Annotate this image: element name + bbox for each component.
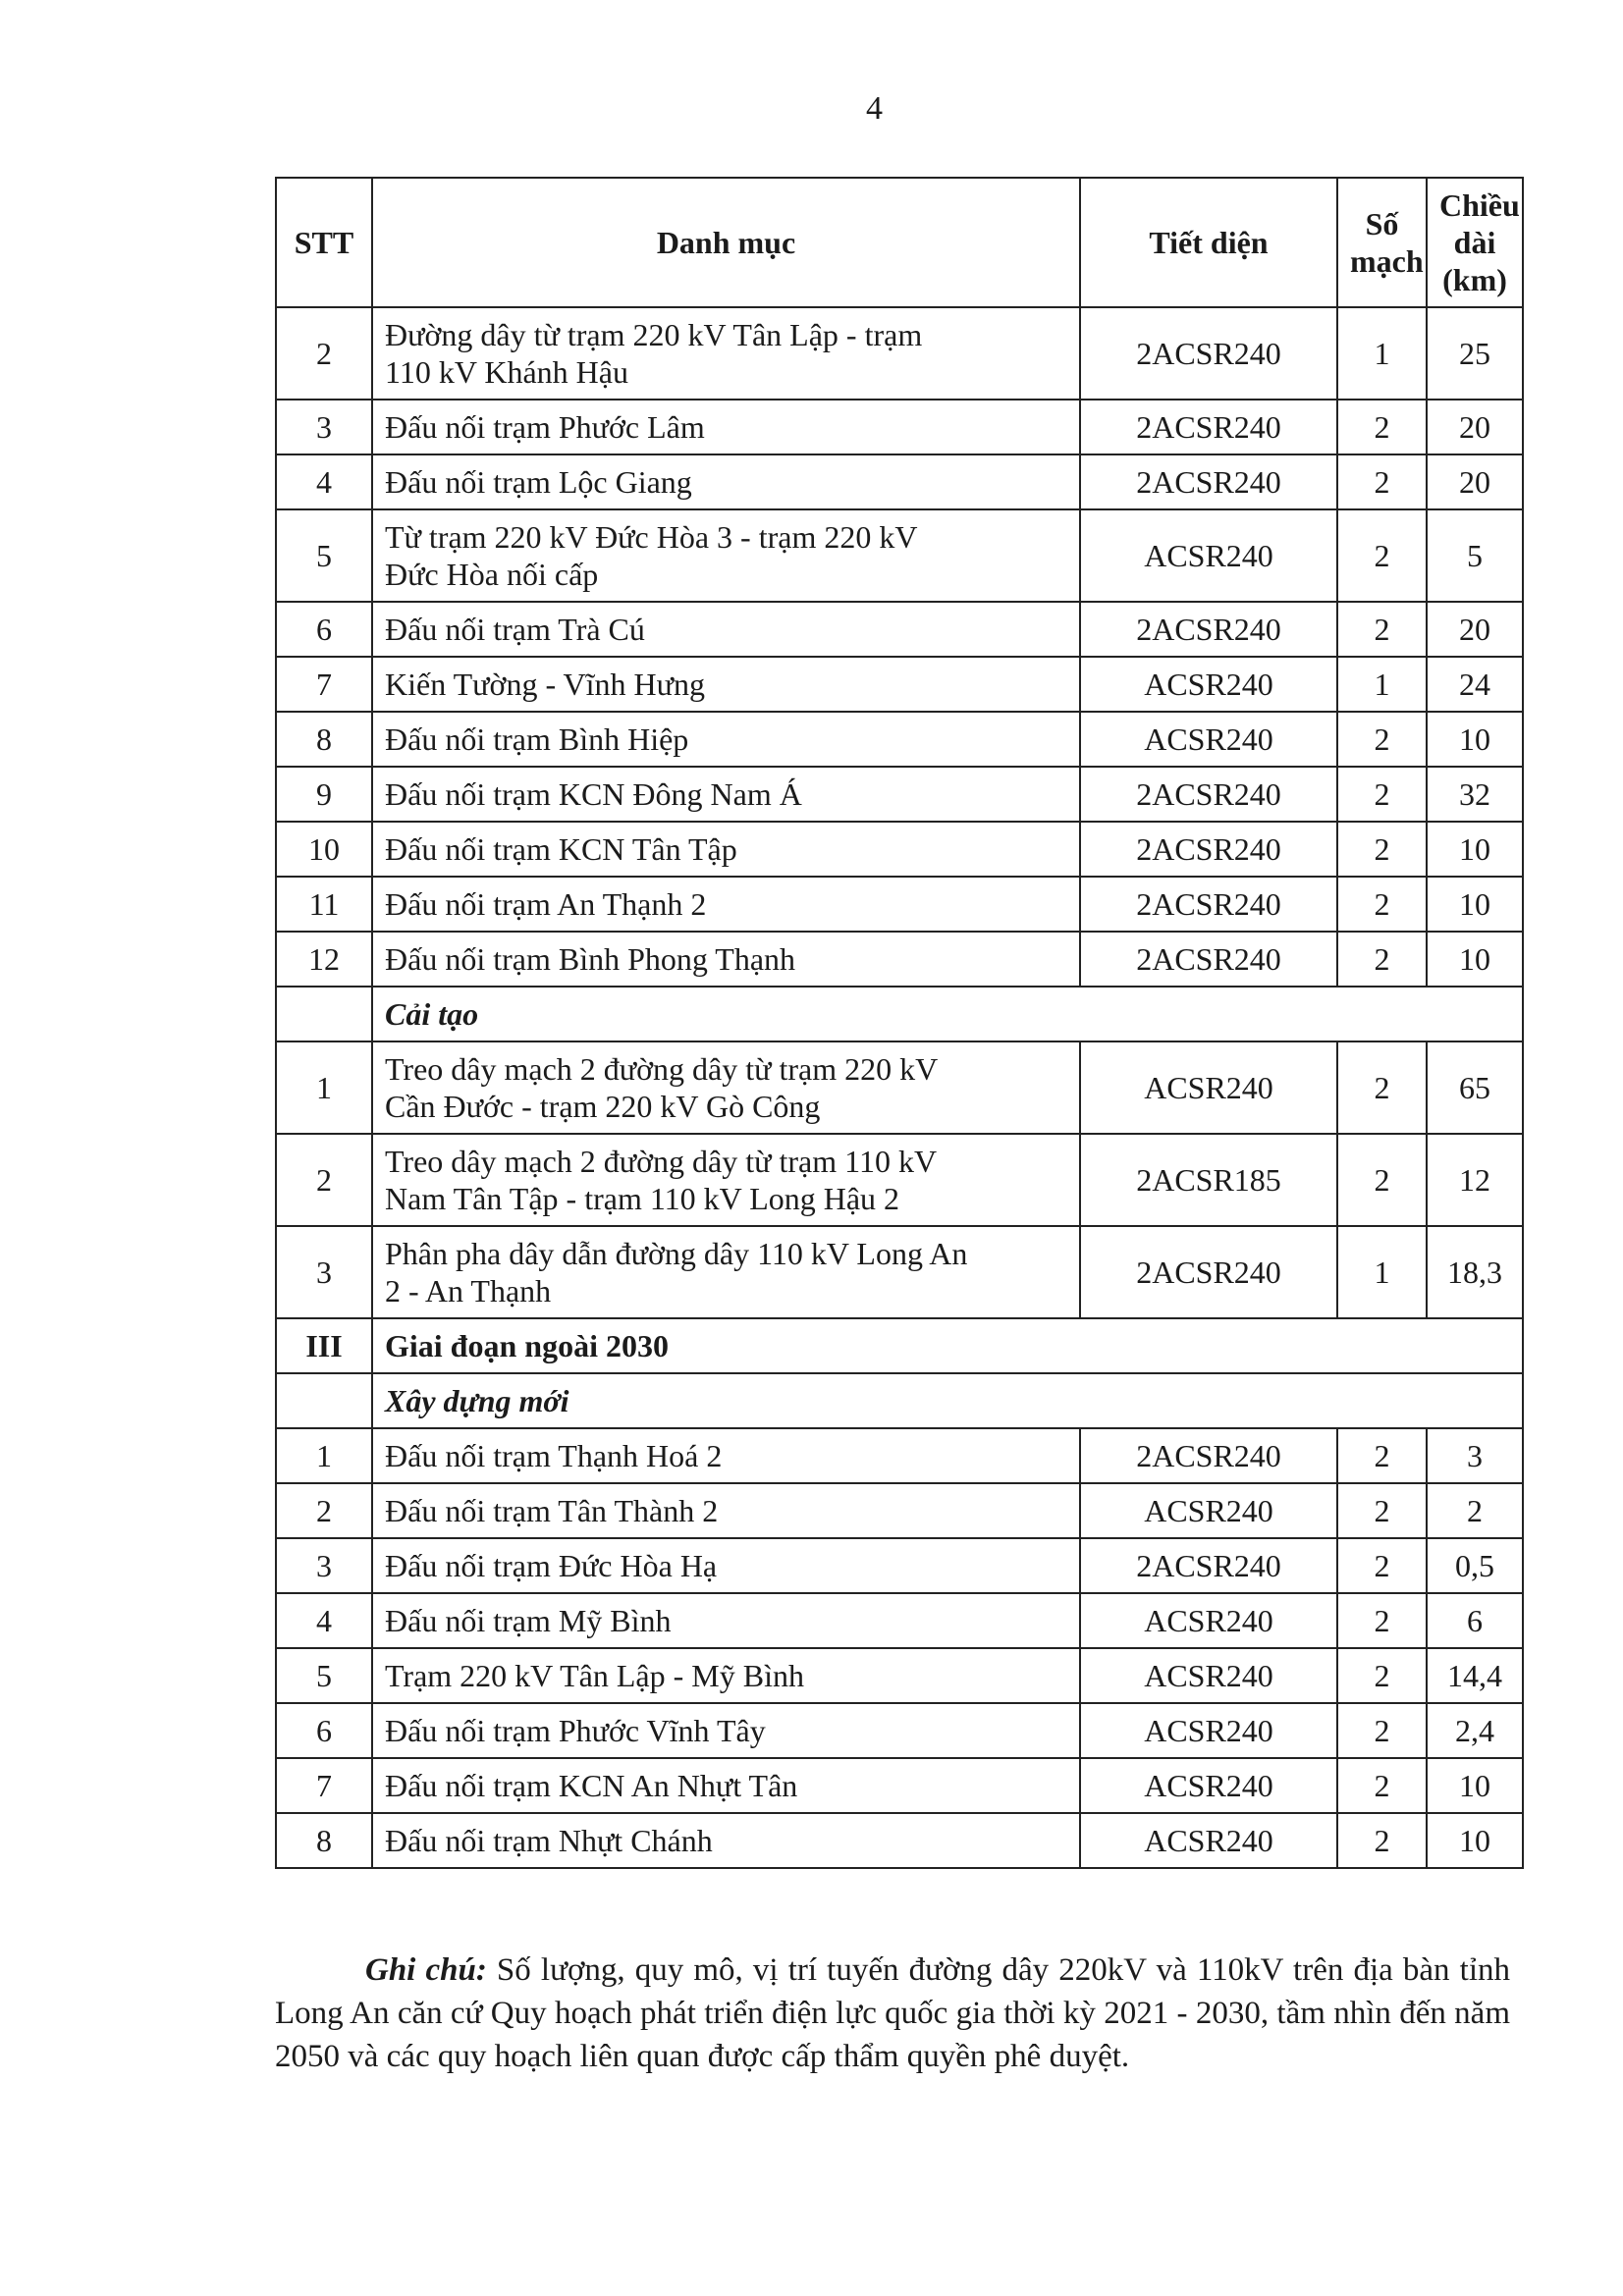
note-paragraph: [275, 1949, 1510, 2078]
cell-circuits: 2: [1337, 1593, 1427, 1648]
cell-length: 2,4: [1427, 1703, 1523, 1758]
header-circuits: [1337, 178, 1427, 307]
cell-stt: 8: [276, 1813, 372, 1868]
cell-cross-section: 2ACSR240: [1080, 400, 1337, 454]
cell-circuits: 2: [1337, 509, 1427, 602]
cell-length: 5: [1427, 509, 1523, 602]
note-text: Số lượng, quy mô, vị trí tuyến đường dây 220kV và 110kV trên địa bàn tỉnh Long An căn cứ Quy hoạch phát triển điện lực quốc gia thời kỳ 2021 - 2030, tầm nhìn đến năm 2050 và các quy hoạch liên quan được cấp thẩm quyền phê duyệt.: [275, 1952, 1510, 2074]
cell-stt: 10: [276, 822, 372, 877]
phase-row: [276, 1318, 1523, 1373]
cell-stt: 3: [276, 400, 372, 454]
phase-stt: III: [276, 1318, 372, 1373]
cell-circuits: 2: [1337, 400, 1427, 454]
table-phase: [276, 1318, 1523, 1428]
section-stt-cell: [276, 987, 372, 1041]
header-length-line3: (km): [1442, 262, 1507, 297]
cell-stt: 4: [276, 454, 372, 509]
cell-name: [372, 877, 1080, 932]
section-label-new-build: Xây dựng mới: [372, 1373, 1523, 1428]
cell-cross-section: ACSR240: [1080, 509, 1337, 602]
cell-cross-section: 2ACSR240: [1080, 602, 1337, 657]
cell-length: 6: [1427, 1593, 1523, 1648]
cell-cross-section: ACSR240: [1080, 712, 1337, 767]
table-row: [276, 307, 1523, 400]
table-row: [276, 1483, 1523, 1538]
cell-stt: 1: [276, 1041, 372, 1134]
cell-name: [372, 1226, 1080, 1318]
cell-name-line: Đấu nối trạm Nhựt Chánh: [385, 1823, 713, 1858]
cell-name-line: Treo dây mạch 2 đường dây từ trạm 110 kV: [385, 1144, 938, 1179]
cell-cross-section: ACSR240: [1080, 1593, 1337, 1648]
cell-cross-section: ACSR240: [1080, 1758, 1337, 1813]
cell-name-line: Cần Đước - trạm 220 kV Gò Công: [385, 1089, 821, 1124]
cell-circuits: 2: [1337, 1813, 1427, 1868]
header-circuits-line2: mạch: [1350, 243, 1424, 279]
cell-name: [372, 1593, 1080, 1648]
section-row: [276, 987, 1523, 1041]
cell-name-line: Đấu nối trạm KCN Đông Nam Á: [385, 776, 802, 812]
cell-circuits: 2: [1337, 1041, 1427, 1134]
cell-circuits: 2: [1337, 1483, 1427, 1538]
cell-stt: 7: [276, 1758, 372, 1813]
cell-name: [372, 1428, 1080, 1483]
cell-length: 10: [1427, 1813, 1523, 1868]
section-label-renovation: Cải tạo: [372, 987, 1523, 1041]
cell-cross-section: ACSR240: [1080, 1483, 1337, 1538]
cell-circuits: 2: [1337, 1428, 1427, 1483]
cell-name-line: Trạm 220 kV Tân Lập - Mỹ Bình: [385, 1658, 804, 1693]
table-group-new-build: [276, 1428, 1523, 1868]
cell-length: 0,5: [1427, 1538, 1523, 1593]
cell-stt: 5: [276, 1648, 372, 1703]
cell-name-line: Đấu nối trạm Tân Thành 2: [385, 1493, 719, 1528]
cell-circuits: 2: [1337, 1134, 1427, 1226]
cell-name-line: Đấu nối trạm Bình Phong Thạnh: [385, 941, 796, 977]
cell-circuits: 2: [1337, 1648, 1427, 1703]
cell-cross-section: ACSR240: [1080, 1041, 1337, 1134]
cell-circuits: 2: [1337, 932, 1427, 987]
header-length-line1: Chiều: [1439, 187, 1520, 223]
cell-stt: 2: [276, 1134, 372, 1226]
cell-cross-section: 2ACSR240: [1080, 454, 1337, 509]
cell-cross-section: ACSR240: [1080, 1648, 1337, 1703]
cell-length: 10: [1427, 822, 1523, 877]
cell-circuits: 2: [1337, 1703, 1427, 1758]
cell-stt: 3: [276, 1538, 372, 1593]
cell-stt: 5: [276, 509, 372, 602]
table-row: [276, 1758, 1523, 1813]
table-row: [276, 454, 1523, 509]
cell-name: [372, 932, 1080, 987]
table-section-renovation: [276, 987, 1523, 1041]
cell-name: [372, 712, 1080, 767]
cell-circuits: 2: [1337, 767, 1427, 822]
cell-name-line: Đấu nối trạm Mỹ Bình: [385, 1603, 672, 1638]
cell-length: 10: [1427, 712, 1523, 767]
cell-name: [372, 1758, 1080, 1813]
table-row: [276, 400, 1523, 454]
cell-name: [372, 1703, 1080, 1758]
section-row: [276, 1373, 1523, 1428]
cell-stt: 4: [276, 1593, 372, 1648]
cell-cross-section: 2ACSR240: [1080, 822, 1337, 877]
table-row: [276, 657, 1523, 712]
cell-stt: 8: [276, 712, 372, 767]
cell-cross-section: 2ACSR240: [1080, 1538, 1337, 1593]
cell-length: 3: [1427, 1428, 1523, 1483]
cell-length: 10: [1427, 932, 1523, 987]
cell-circuits: 2: [1337, 822, 1427, 877]
cell-circuits: 2: [1337, 1538, 1427, 1593]
cell-name: [372, 307, 1080, 400]
cell-name: [372, 509, 1080, 602]
cell-name-line: Phân pha dây dẫn đường dây 110 kV Long An: [385, 1236, 968, 1271]
cell-length: 14,4: [1427, 1648, 1523, 1703]
cell-length: 2: [1427, 1483, 1523, 1538]
table-row: [276, 1703, 1523, 1758]
cell-name-line: Đức Hòa nối cấp: [385, 557, 599, 592]
header-circuits-line1: Số: [1365, 206, 1399, 241]
table-row: [276, 822, 1523, 877]
table-row: [276, 1538, 1523, 1593]
cell-circuits: 2: [1337, 877, 1427, 932]
header-length-line2: dài: [1453, 225, 1496, 260]
cell-name: [372, 1813, 1080, 1868]
table-row: [276, 1134, 1523, 1226]
cell-cross-section: ACSR240: [1080, 1703, 1337, 1758]
cell-length: 25: [1427, 307, 1523, 400]
cell-name-line: Đấu nối trạm KCN Tân Tập: [385, 831, 737, 867]
cell-circuits: 2: [1337, 712, 1427, 767]
cell-stt: 6: [276, 1703, 372, 1758]
cell-circuits: 1: [1337, 1226, 1427, 1318]
cell-name-line: Đấu nối trạm Lộc Giang: [385, 464, 692, 500]
table-row: [276, 509, 1523, 602]
cell-name-line: Nam Tân Tập - trạm 110 kV Long Hậu 2: [385, 1181, 900, 1216]
cell-circuits: 1: [1337, 657, 1427, 712]
table-row: [276, 1593, 1523, 1648]
cell-name: [372, 1648, 1080, 1703]
cell-length: 10: [1427, 877, 1523, 932]
cell-name: [372, 1041, 1080, 1134]
cell-name-line: Kiến Tường - Vĩnh Hưng: [385, 667, 705, 702]
cell-stt: 3: [276, 1226, 372, 1318]
table-row: [276, 1428, 1523, 1483]
cell-name-line: Đấu nối trạm Phước Lâm: [385, 409, 705, 445]
cell-name: [372, 454, 1080, 509]
cell-length: 10: [1427, 1758, 1523, 1813]
cell-name-line: Từ trạm 220 kV Đức Hòa 3 - trạm 220 kV: [385, 519, 918, 555]
cell-name-line: Đường dây từ trạm 220 kV Tân Lập - trạm: [385, 317, 923, 352]
table-group-new-lines: [276, 307, 1523, 987]
page-number: 4: [866, 90, 883, 127]
table-row: [276, 877, 1523, 932]
cell-name-line: 110 kV Khánh Hậu: [385, 354, 628, 390]
header-length: [1427, 178, 1523, 307]
cell-circuits: 2: [1337, 602, 1427, 657]
cell-stt: 2: [276, 307, 372, 400]
cell-length: 20: [1427, 454, 1523, 509]
cell-circuits: 1: [1337, 307, 1427, 400]
table-row: [276, 932, 1523, 987]
cell-name: [372, 1538, 1080, 1593]
cell-stt: 2: [276, 1483, 372, 1538]
cell-stt: 9: [276, 767, 372, 822]
cell-cross-section: 2ACSR185: [1080, 1134, 1337, 1226]
cell-length: 32: [1427, 767, 1523, 822]
cell-cross-section: 2ACSR240: [1080, 932, 1337, 987]
cell-name-line: Đấu nối trạm Thạnh Hoá 2: [385, 1438, 723, 1473]
header-stt: STT: [276, 178, 372, 307]
table-row: [276, 1226, 1523, 1318]
cell-stt: 7: [276, 657, 372, 712]
cell-name-line: Đấu nối trạm Trà Cú: [385, 612, 645, 647]
cell-name-line: Treo dây mạch 2 đường dây từ trạm 220 kV: [385, 1051, 939, 1087]
table-row: [276, 712, 1523, 767]
header-cross-section: Tiết diện: [1080, 178, 1337, 307]
cell-name-line: 2 - An Thạnh: [385, 1273, 552, 1308]
cell-length: 24: [1427, 657, 1523, 712]
cell-name-line: Đấu nối trạm Phước Vĩnh Tây: [385, 1713, 766, 1748]
table-row: [276, 602, 1523, 657]
cell-name: [372, 1483, 1080, 1538]
cell-cross-section: 2ACSR240: [1080, 877, 1337, 932]
note-label: Ghi chú:: [365, 1952, 487, 1988]
section-stt-cell: [276, 1373, 372, 1428]
cell-name: [372, 767, 1080, 822]
cell-stt: 11: [276, 877, 372, 932]
cell-length: 20: [1427, 400, 1523, 454]
table-row: [276, 1041, 1523, 1134]
cell-cross-section: 2ACSR240: [1080, 1226, 1337, 1318]
table-row: [276, 1813, 1523, 1868]
cell-cross-section: 2ACSR240: [1080, 307, 1337, 400]
cell-stt: 6: [276, 602, 372, 657]
cell-stt: 12: [276, 932, 372, 987]
cell-name: [372, 1134, 1080, 1226]
cell-length: 18,3: [1427, 1226, 1523, 1318]
cell-length: 65: [1427, 1041, 1523, 1134]
table-row: [276, 1648, 1523, 1703]
cell-cross-section: ACSR240: [1080, 657, 1337, 712]
cell-cross-section: ACSR240: [1080, 1813, 1337, 1868]
cell-length: 12: [1427, 1134, 1523, 1226]
cell-stt: 1: [276, 1428, 372, 1483]
cell-name: [372, 602, 1080, 657]
phase-label: Giai đoạn ngoài 2030: [372, 1318, 1523, 1373]
cell-name-line: Đấu nối trạm KCN An Nhựt Tân: [385, 1768, 798, 1803]
cell-circuits: 2: [1337, 1758, 1427, 1813]
cell-name: [372, 657, 1080, 712]
table-header-row: [276, 178, 1523, 307]
cell-name-line: Đấu nối trạm An Thạnh 2: [385, 886, 707, 922]
header-name: Danh mục: [372, 178, 1080, 307]
cell-cross-section: 2ACSR240: [1080, 767, 1337, 822]
cell-circuits: 2: [1337, 454, 1427, 509]
cell-name: [372, 822, 1080, 877]
table-row: [276, 767, 1523, 822]
cell-cross-section: 2ACSR240: [1080, 1428, 1337, 1483]
cell-length: 20: [1427, 602, 1523, 657]
cell-name-line: Đấu nối trạm Đức Hòa Hạ: [385, 1548, 718, 1583]
table-group-renovation: [276, 1041, 1523, 1318]
power-line-table: [275, 177, 1524, 1869]
cell-name: [372, 400, 1080, 454]
cell-name-line: Đấu nối trạm Bình Hiệp: [385, 721, 689, 757]
